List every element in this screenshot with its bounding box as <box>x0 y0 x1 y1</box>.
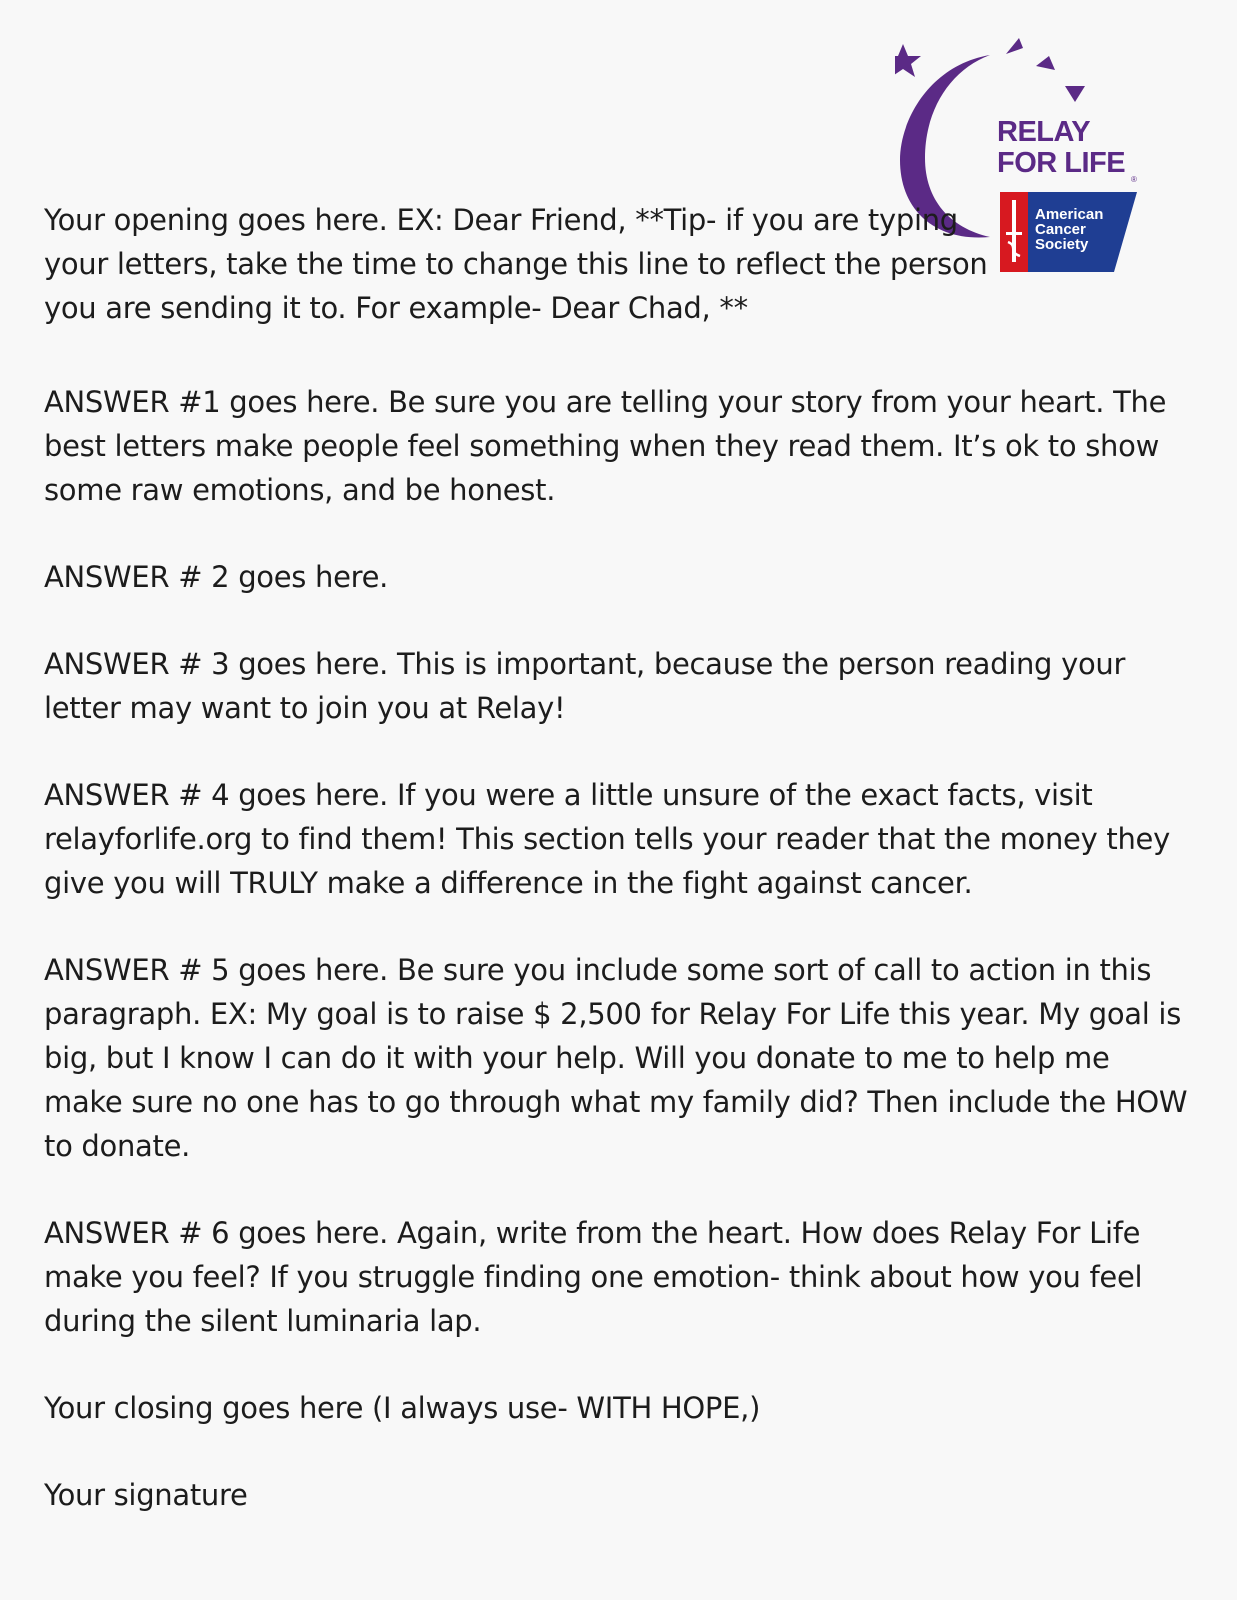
logo-for-life-text: FOR LIFE <box>997 147 1126 179</box>
letter-closing: Your closing goes here (I always use- WITH HOPE,) <box>44 1391 761 1425</box>
registered-mark: ® <box>1131 175 1137 184</box>
star-icon <box>895 44 921 77</box>
acs-american-text: American <box>1035 206 1104 223</box>
triangle-icon-3 <box>1065 86 1085 102</box>
letter-answer-2: ANSWER # 2 goes here. <box>44 560 389 594</box>
letter-opening: Your opening goes here. EX: Dear Friend, **Tip- if you are typing your letters, take the time to change this line to reflect the person you are sending it to. For example- Dear Chad, ** <box>44 203 988 325</box>
letter-answer-3: ANSWER # 3 goes here. This is important, because the person reading your letter may want to join you at Relay! <box>44 647 1126 725</box>
letter-answer-6: ANSWER # 6 goes here. Again, write from the heart. How does Relay For Life make you feel? If you struggle finding one emotion- think about how you feel during the silent luminaria lap. <box>44 1216 1143 1338</box>
logo-relay-text: RELAY <box>997 116 1091 148</box>
acs-cancer-text: Cancer <box>1035 221 1086 238</box>
triangle-icon-2 <box>1036 56 1055 70</box>
letter-signature: Your signature <box>44 1478 248 1512</box>
triangle-icon-1 <box>1006 38 1023 54</box>
acs-society-text: Society <box>1035 236 1089 253</box>
letter-answer-4: ANSWER # 4 goes here. If you were a little unsure of the exact facts, visit relayforlife.org to find them! This section tells your reader that the money they give you will TRULY make a difference in the fight against cancer. <box>44 778 1170 900</box>
letter-answer-1: ANSWER #1 goes here. Be sure you are telling your story from your heart. The best letters make people feel something when they read them. It’s ok to show some raw emotions, and be honest. <box>44 385 1167 507</box>
letter-body <box>44 198 1194 1560</box>
letter-answer-5: ANSWER # 5 goes here. Be sure you include some sort of call to action in this paragraph. EX: My goal is to raise $ 2,500 for Relay For Life this year. My goal is big, but I know I can do it with your help. Will you donate to me to help me make sure no one has to go through what my family did? Then include the HOW to donate. <box>44 953 1188 1163</box>
